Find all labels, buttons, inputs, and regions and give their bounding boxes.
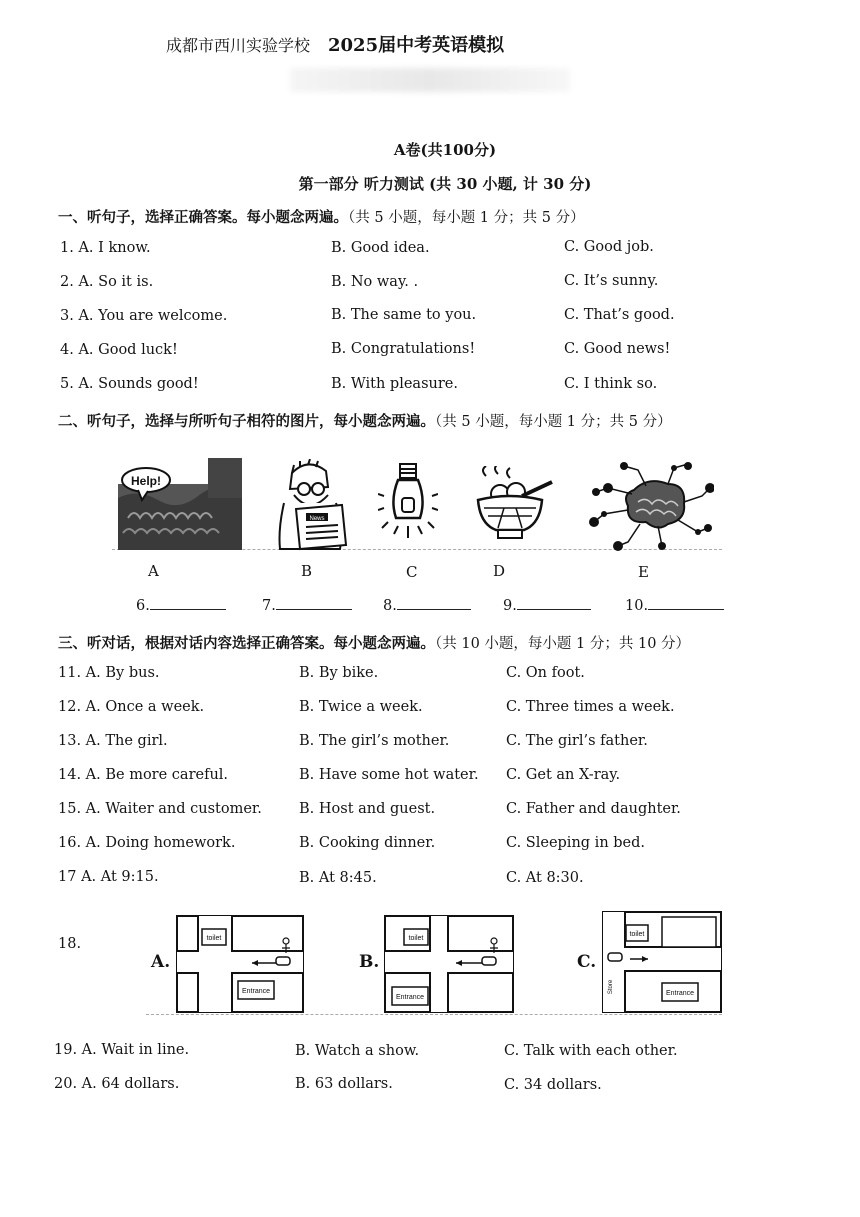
picture-label-d: D — [493, 562, 506, 580]
question-17 — [58, 869, 159, 885]
question-number: 20. — [54, 1076, 78, 1092]
blank-number: 7. — [262, 598, 276, 614]
option-c: C. Good news! — [564, 341, 671, 357]
blank-line — [397, 597, 471, 610]
answer-blank-6[interactable] — [136, 597, 226, 614]
option-a: A. So it is. — [78, 274, 154, 290]
school-name: 成都市西川实验学校 — [166, 36, 311, 55]
question-number: 13. — [58, 733, 82, 749]
question-number: 11. — [58, 665, 82, 681]
option-a: A. Be more careful. — [85, 767, 229, 783]
bleed-through-smudge — [290, 68, 570, 92]
question-number: 16. — [58, 835, 82, 851]
section3-note: （共 10 小题，每小题 1 分；共 10 分） — [435, 636, 691, 652]
street-map-a-icon — [176, 915, 304, 1013]
question-3 — [60, 308, 227, 324]
option-b: B. Watch a show. — [295, 1043, 420, 1059]
street-map-b-icon — [384, 915, 514, 1013]
question-19 — [54, 1042, 189, 1058]
picture-d — [470, 466, 554, 542]
street-map-c-icon — [602, 911, 722, 1013]
option-b: B. By bike. — [299, 665, 379, 681]
question-number: 1. — [60, 240, 74, 256]
option-a: A. You are welcome. — [78, 308, 228, 324]
option-a: A. Sounds good! — [78, 376, 199, 392]
newspaper-text: News — [309, 516, 325, 522]
exam-title: 2025届中考英语模拟 — [328, 35, 505, 56]
option-c: C. Good job. — [564, 239, 654, 255]
answer-blank-7[interactable] — [262, 597, 352, 614]
entrance-label: Entrance — [241, 988, 271, 995]
option-c: C. Get an X-ray. — [506, 767, 621, 783]
option-c: C. I think so. — [564, 376, 658, 392]
question-16 — [58, 835, 235, 851]
map-a — [176, 915, 304, 1013]
help-bubble-text: Help! — [131, 474, 161, 488]
option-c: C. Sleeping in bed. — [506, 835, 646, 851]
option-c: C. That’s good. — [564, 307, 675, 323]
picture-label-a: A — [148, 562, 159, 580]
question-15 — [58, 801, 262, 817]
section1-title: 一、听句子，选择正确答案。每小题念两遍。 — [58, 209, 348, 226]
question-18-number: 18. — [58, 936, 82, 952]
blank-line — [648, 597, 724, 610]
part-title: 第一部分 听力测试 (共 30 小题, 计 30 分) — [298, 175, 592, 193]
question-number: 19. — [54, 1042, 78, 1058]
option-b: B. Have some hot water. — [299, 767, 479, 783]
brain-network-icon — [588, 462, 714, 552]
question-4 — [60, 342, 178, 358]
map-baseline — [146, 1014, 722, 1015]
question-1 — [60, 240, 151, 256]
blank-line — [517, 597, 591, 610]
question-13 — [58, 733, 168, 749]
option-b: B. Twice a week. — [299, 699, 423, 715]
option-b: B. With pleasure. — [331, 376, 458, 392]
picture-label-c: C — [406, 563, 418, 581]
option-b: B. Host and guest. — [299, 801, 436, 817]
blank-number: 10. — [625, 598, 649, 614]
section1-note: （共 5 小题，每小题 1 分；共 5 分） — [348, 210, 585, 226]
option-a: A. Once a week. — [85, 699, 205, 715]
question-number: 12. — [58, 699, 82, 715]
light-bulb-icon — [378, 460, 438, 546]
toilet-label: toilet — [408, 935, 424, 942]
map-letter-b: B. — [359, 952, 380, 972]
toilet-label: toilet — [206, 935, 222, 942]
option-b: B. Cooking dinner. — [299, 835, 436, 851]
section2-title: 二、听句子，选择与所听句子相符的图片，每小题念两遍。 — [58, 413, 435, 430]
option-c: C. On foot. — [506, 665, 585, 681]
question-11 — [58, 665, 160, 681]
option-a: A. By bus. — [85, 665, 160, 681]
option-c: C. 34 dollars. — [504, 1077, 602, 1093]
answer-blank-9[interactable] — [503, 597, 591, 614]
question-20 — [54, 1076, 179, 1092]
entrance-label: Entrance — [395, 994, 425, 1001]
blank-line — [276, 597, 352, 610]
option-a: A. Wait in line. — [81, 1042, 190, 1058]
option-c: C. Father and daughter. — [506, 801, 681, 817]
section3-heading — [58, 632, 690, 653]
option-b: B. The girl’s mother. — [299, 733, 450, 749]
map-b — [384, 915, 514, 1013]
section3-title: 三、听对话，根据对话内容选择正确答案。每小题念两遍。 — [58, 635, 435, 652]
option-a: A. Waiter and customer. — [85, 801, 262, 817]
help-bubble-scene-icon — [118, 458, 242, 550]
map-letter-a: A. — [151, 952, 171, 972]
question-2 — [60, 274, 153, 290]
entrance-label: Entrance — [665, 990, 695, 997]
option-c: C. It’s sunny. — [564, 273, 659, 289]
newspaper-reader-icon — [270, 459, 350, 551]
volume-title: A卷(共100分) — [393, 141, 497, 159]
picture-b — [270, 459, 350, 551]
question-number: 3. — [60, 308, 74, 324]
option-b: B. Good idea. — [331, 240, 430, 256]
dessert-bowl-icon — [470, 466, 554, 542]
section2-heading — [58, 410, 672, 431]
question-number: 5. — [60, 376, 74, 392]
picture-label-b: B — [301, 562, 313, 580]
picture-label-e: E — [638, 563, 649, 581]
option-b: B. No way. . — [331, 274, 419, 290]
answer-blank-10[interactable] — [625, 597, 724, 614]
blank-number: 6. — [136, 598, 150, 614]
question-number: 15. — [58, 801, 82, 817]
option-c: C. Three times a week. — [506, 699, 675, 715]
toilet-label: toilet — [629, 931, 645, 938]
picture-c — [378, 460, 438, 546]
option-a: A. Doing homework. — [85, 835, 236, 851]
option-c: C. At 8:30. — [506, 870, 584, 886]
section1-heading — [58, 206, 585, 227]
option-b: B. The same to you. — [331, 307, 477, 323]
store-label: Store — [608, 979, 614, 995]
question-number: 2. — [60, 274, 74, 290]
blank-number: 8. — [383, 598, 397, 614]
picture-e — [588, 462, 714, 552]
option-a: A. Good luck! — [78, 342, 178, 358]
option-a: A. The girl. — [85, 733, 168, 749]
blank-number: 9. — [503, 598, 517, 614]
question-14 — [58, 767, 228, 783]
picture-a — [118, 458, 242, 550]
question-number: 4. — [60, 342, 74, 358]
option-c: C. Talk with each other. — [504, 1043, 678, 1059]
answer-blank-8[interactable] — [383, 597, 471, 614]
blank-line — [150, 597, 226, 610]
question-5 — [60, 376, 199, 392]
option-b: B. Congratulations! — [331, 341, 476, 357]
option-c: C. The girl’s father. — [506, 733, 648, 749]
option-a: A. 64 dollars. — [81, 1076, 180, 1092]
section2-note: （共 5 小题，每小题 1 分；共 5 分） — [435, 414, 672, 430]
option-a: A. I know. — [78, 240, 151, 256]
question-number: 17 — [58, 869, 77, 885]
question-12 — [58, 699, 204, 715]
option-a: A. At 9:15. — [81, 869, 159, 885]
map-letter-c: C. — [577, 952, 597, 972]
question-number: 14. — [58, 767, 82, 783]
map-c — [602, 911, 722, 1013]
option-b: B. 63 dollars. — [295, 1076, 393, 1092]
option-b: B. At 8:45. — [299, 870, 377, 886]
